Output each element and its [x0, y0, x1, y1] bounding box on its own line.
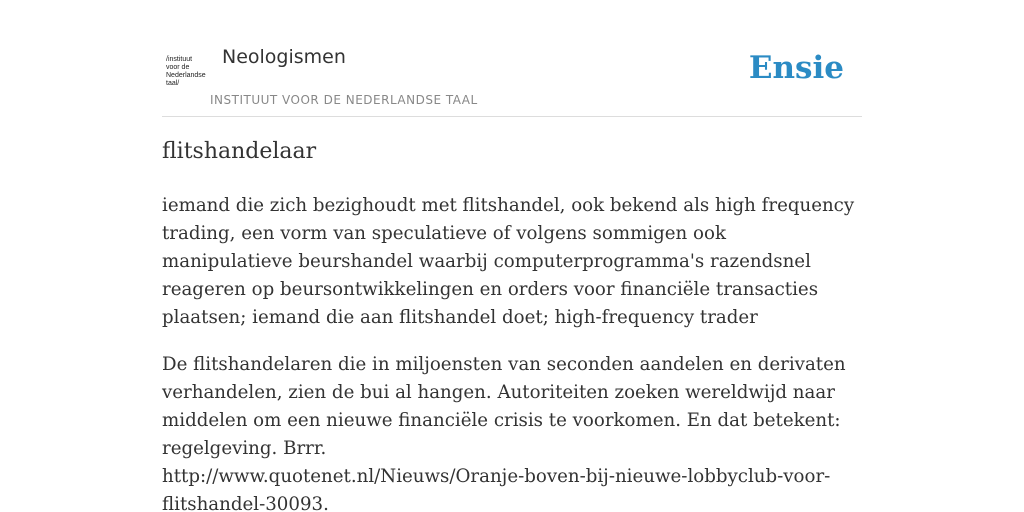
logo-line: /instituut	[166, 56, 193, 63]
source-title[interactable]: Neologismen	[222, 46, 346, 68]
example-url-continued: flitshandel-30093.	[162, 494, 329, 512]
logo-line: Nederlandse	[166, 72, 206, 79]
definition-text: iemand die zich bezighoudt met flitshandel, ook bekend als high frequency trading, een vorm van speculatieve of volgens sommigen ook manipulatieve beurshandel waarbij computerprogramma's razendsnel reageren op beursontwikkelingen en orders voor financiële transacties plaatsen; iemand die aan flitshandel doet; high-frequency trader	[162, 195, 855, 328]
example-quote	[162, 351, 862, 512]
ensie-logo[interactable]: Ensie	[748, 50, 844, 86]
logo-line: voor de	[166, 64, 190, 71]
header	[162, 40, 862, 117]
source-subtitle: INSTITUUT VOOR DE NEDERLANDSE TAAL	[210, 93, 478, 107]
example-url: http://www.quotenet.nl/Nieuws/Oranje-boven-bij-nieuwe-lobbyclub-voor-	[162, 466, 831, 487]
logo-line: taal/	[166, 80, 180, 87]
example-text: De flitshandelaren die in miljoensten van seconden aandelen en derivaten verhandelen, zien de bui al hangen. Autoriteiten zoeken wereldwijd naar middelen om een nieuwe financiële crisis te voorkomen. En dat betekent: regelgeving. Brrr.	[162, 354, 846, 459]
page-title: flitshandelaar	[162, 139, 317, 164]
institute-logo[interactable]	[166, 56, 208, 90]
